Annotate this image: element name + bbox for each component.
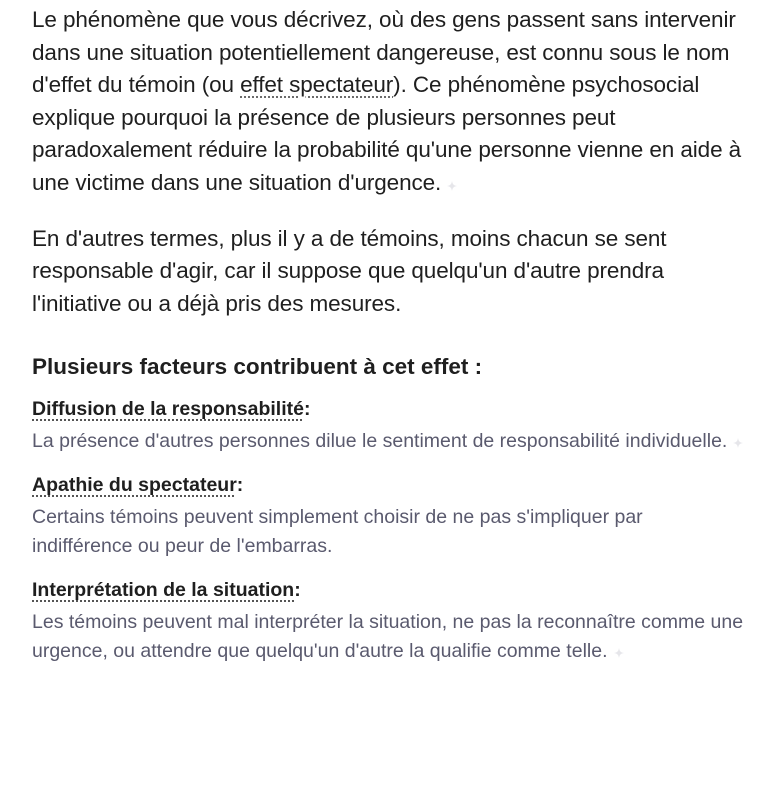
factor-item [32,396,744,456]
factor-item [32,472,744,561]
factors-heading: Plusieurs facteurs contribuent à cet effet : [32,354,483,380]
factor-title-colon: : [303,398,311,421]
factor-title-link[interactable]: Diffusion de la responsabilité [32,398,304,421]
sparkle-icon[interactable] [614,648,624,658]
factor-description-text: La présence d'autres personnes dilue le sentiment de responsabilité individuelle. [32,430,728,453]
factor-title-link[interactable]: Apathie du spectateur [32,474,237,497]
factor-title-colon: : [236,474,244,497]
factor-description: Certains témoins peuvent simplement choisir de ne pas s'impliquer par indifférence ou peur de l'embarras. [32,506,643,558]
factor-title [32,472,744,498]
intro-paragraph-1 [32,4,744,200]
factor-title [32,577,744,603]
sparkle-icon[interactable] [447,181,457,191]
factor-description-text: Les témoins peuvent mal interpréter la situation, ne pas la reconnaître comme une urgence, ou attendre que quelqu'un d'autre la qualifie comme telle. [32,611,744,663]
sparkle-icon[interactable] [733,438,743,448]
factor-title-link[interactable]: Interprétation de la situation [32,579,295,602]
intro-text-end: ). Ce phénomène psychosocial explique pourquoi la présence de plusieurs personnes peut paradoxalement réduire la probabilité qu'une personne vienne en aide à une victime dans une situation d'urgence. [32,72,742,195]
intro-text-start: Le phénomène que vous décrivez, où des gens passent sans intervenir dans une situation potentiellement dangereuse, est connu sous le nom d'effet du témoin (ou [32,7,736,98]
factor-description [32,608,744,666]
factor-title-colon: : [294,579,301,602]
factor-description [32,427,744,456]
effet-spectateur-link[interactable]: effet spectateur [240,72,394,98]
factor-item [32,577,744,666]
factor-title [32,396,744,422]
response-content [32,4,744,682]
intro-paragraph-2: En d'autres termes, plus il y a de témoins, moins chacun se sent responsable d'agir, car il suppose que quelqu'un d'autre prendra l'initiative ou a déjà pris des mesures. [32,225,667,316]
